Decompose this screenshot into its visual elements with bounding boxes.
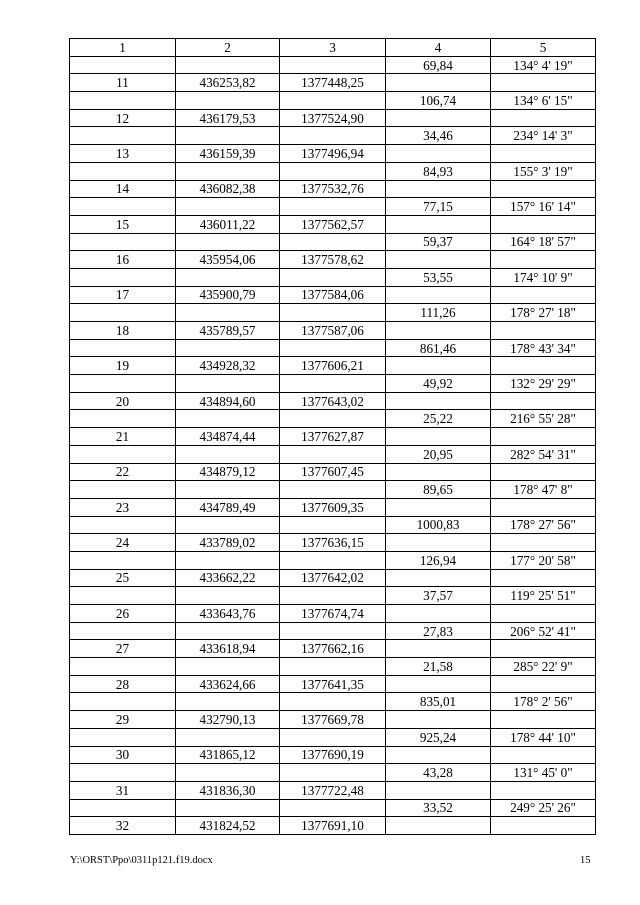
empty-cell <box>386 251 491 269</box>
empty-cell <box>386 817 491 835</box>
segment-length-cell: 925,24 <box>386 728 491 746</box>
segment-angle-cell: 282° 54' 31" <box>491 445 596 463</box>
empty-cell <box>176 693 280 711</box>
empty-cell <box>280 198 386 216</box>
empty-cell <box>176 92 280 110</box>
header-col-1: 1 <box>70 39 176 57</box>
empty-cell <box>70 728 176 746</box>
x-coordinate-cell: 433624,66 <box>176 675 280 693</box>
empty-cell <box>491 817 596 835</box>
empty-cell <box>386 357 491 375</box>
empty-cell <box>386 463 491 481</box>
segment-length-cell: 84,93 <box>386 162 491 180</box>
point-row <box>70 392 596 410</box>
empty-cell <box>70 56 176 74</box>
segment-length-cell: 111,26 <box>386 304 491 322</box>
segment-row <box>70 92 596 110</box>
empty-cell <box>280 551 386 569</box>
empty-cell <box>70 127 176 145</box>
empty-cell <box>280 92 386 110</box>
segment-angle-cell: 157° 16' 14" <box>491 198 596 216</box>
y-coordinate-cell: 1377587,06 <box>280 322 386 340</box>
point-number-cell: 17 <box>70 286 176 304</box>
empty-cell <box>176 410 280 428</box>
point-number-cell: 32 <box>70 817 176 835</box>
x-coordinate-cell: 434879,12 <box>176 463 280 481</box>
x-coordinate-cell: 435789,57 <box>176 322 280 340</box>
point-number-cell: 29 <box>70 711 176 729</box>
x-coordinate-cell: 432790,13 <box>176 711 280 729</box>
empty-cell <box>386 711 491 729</box>
empty-cell <box>491 357 596 375</box>
y-coordinate-cell: 1377496,94 <box>280 145 386 163</box>
segment-length-cell: 37,57 <box>386 587 491 605</box>
empty-cell <box>176 233 280 251</box>
x-coordinate-cell: 436159,39 <box>176 145 280 163</box>
empty-cell <box>386 109 491 127</box>
empty-cell <box>176 481 280 499</box>
segment-row <box>70 233 596 251</box>
x-coordinate-cell: 435954,06 <box>176 251 280 269</box>
segment-length-cell: 53,55 <box>386 268 491 286</box>
empty-cell <box>386 392 491 410</box>
x-coordinate-cell: 431865,12 <box>176 746 280 764</box>
segment-row <box>70 375 596 393</box>
point-row <box>70 817 596 835</box>
empty-cell <box>280 445 386 463</box>
header-col-2: 2 <box>176 39 280 57</box>
point-row <box>70 215 596 233</box>
segment-length-cell: 861,46 <box>386 339 491 357</box>
y-coordinate-cell: 1377627,87 <box>280 428 386 446</box>
empty-cell <box>176 516 280 534</box>
empty-cell <box>176 587 280 605</box>
segment-angle-cell: 178° 27' 18" <box>491 304 596 322</box>
empty-cell <box>386 428 491 446</box>
empty-cell <box>70 233 176 251</box>
empty-cell <box>176 268 280 286</box>
segment-angle-cell: 206° 52' 41" <box>491 622 596 640</box>
empty-cell <box>386 286 491 304</box>
segment-length-cell: 43,28 <box>386 764 491 782</box>
empty-cell <box>176 445 280 463</box>
segment-row <box>70 764 596 782</box>
empty-cell <box>280 622 386 640</box>
segment-angle-cell: 178° 43' 34" <box>491 339 596 357</box>
empty-cell <box>280 304 386 322</box>
empty-cell <box>491 109 596 127</box>
empty-cell <box>491 711 596 729</box>
empty-cell <box>176 764 280 782</box>
empty-cell <box>176 162 280 180</box>
segment-length-cell: 34,46 <box>386 127 491 145</box>
segment-angle-cell: 164° 18' 57" <box>491 233 596 251</box>
y-coordinate-cell: 1377722,48 <box>280 781 386 799</box>
segment-length-cell: 20,95 <box>386 445 491 463</box>
segment-length-cell: 59,37 <box>386 233 491 251</box>
empty-cell <box>70 658 176 676</box>
empty-cell <box>176 799 280 817</box>
empty-cell <box>176 339 280 357</box>
empty-cell <box>386 145 491 163</box>
point-row <box>70 145 596 163</box>
x-coordinate-cell: 433643,76 <box>176 605 280 623</box>
x-coordinate-cell: 431836,30 <box>176 781 280 799</box>
point-number-cell: 14 <box>70 180 176 198</box>
point-number-cell: 11 <box>70 74 176 92</box>
empty-cell <box>491 215 596 233</box>
point-row <box>70 605 596 623</box>
segment-row <box>70 516 596 534</box>
segment-length-cell: 25,22 <box>386 410 491 428</box>
y-coordinate-cell: 1377690,19 <box>280 746 386 764</box>
segment-angle-cell: 155° 3' 19" <box>491 162 596 180</box>
empty-cell <box>386 569 491 587</box>
empty-cell <box>176 375 280 393</box>
segment-angle-cell: 285° 22' 9" <box>491 658 596 676</box>
empty-cell <box>70 622 176 640</box>
empty-cell <box>70 410 176 428</box>
point-row <box>70 74 596 92</box>
x-coordinate-cell: 434789,49 <box>176 498 280 516</box>
empty-cell <box>386 74 491 92</box>
y-coordinate-cell: 1377643,02 <box>280 392 386 410</box>
empty-cell <box>386 322 491 340</box>
header-row <box>70 39 596 57</box>
empty-cell <box>280 728 386 746</box>
point-row <box>70 569 596 587</box>
segment-angle-cell: 178° 2' 56" <box>491 693 596 711</box>
empty-cell <box>280 375 386 393</box>
empty-cell <box>280 799 386 817</box>
point-row <box>70 640 596 658</box>
empty-cell <box>280 764 386 782</box>
y-coordinate-cell: 1377662,16 <box>280 640 386 658</box>
empty-cell <box>280 587 386 605</box>
segment-length-cell: 21,58 <box>386 658 491 676</box>
segment-row <box>70 339 596 357</box>
x-coordinate-cell: 436082,38 <box>176 180 280 198</box>
empty-cell <box>280 516 386 534</box>
point-number-cell: 21 <box>70 428 176 446</box>
y-coordinate-cell: 1377578,62 <box>280 251 386 269</box>
segment-length-cell: 69,84 <box>386 56 491 74</box>
empty-cell <box>491 145 596 163</box>
point-row <box>70 711 596 729</box>
point-number-cell: 24 <box>70 534 176 552</box>
empty-cell <box>280 233 386 251</box>
point-number-cell: 28 <box>70 675 176 693</box>
segment-angle-cell: 216° 55' 28" <box>491 410 596 428</box>
x-coordinate-cell: 434894,60 <box>176 392 280 410</box>
coordinates-table <box>69 38 596 835</box>
empty-cell <box>280 658 386 676</box>
empty-cell <box>70 304 176 322</box>
y-coordinate-cell: 1377691,10 <box>280 817 386 835</box>
empty-cell <box>70 339 176 357</box>
point-number-cell: 22 <box>70 463 176 481</box>
point-row <box>70 109 596 127</box>
empty-cell <box>280 268 386 286</box>
segment-length-cell: 77,15 <box>386 198 491 216</box>
empty-cell <box>491 251 596 269</box>
point-row <box>70 322 596 340</box>
empty-cell <box>70 516 176 534</box>
point-number-cell: 27 <box>70 640 176 658</box>
empty-cell <box>491 498 596 516</box>
segment-length-cell: 49,92 <box>386 375 491 393</box>
empty-cell <box>491 428 596 446</box>
empty-cell <box>176 551 280 569</box>
empty-cell <box>491 640 596 658</box>
segment-length-cell: 89,65 <box>386 481 491 499</box>
header-col-3: 3 <box>280 39 386 57</box>
empty-cell <box>386 534 491 552</box>
empty-cell <box>280 339 386 357</box>
empty-cell <box>176 728 280 746</box>
empty-cell <box>491 605 596 623</box>
y-coordinate-cell: 1377669,78 <box>280 711 386 729</box>
empty-cell <box>491 534 596 552</box>
segment-angle-cell: 177° 20' 58" <box>491 551 596 569</box>
x-coordinate-cell: 433662,22 <box>176 569 280 587</box>
empty-cell <box>70 198 176 216</box>
segment-angle-cell: 119° 25' 51" <box>491 587 596 605</box>
point-row <box>70 286 596 304</box>
segment-angle-cell: 134° 6' 15" <box>491 92 596 110</box>
empty-cell <box>386 605 491 623</box>
header-col-5: 5 <box>491 39 596 57</box>
empty-cell <box>491 675 596 693</box>
y-coordinate-cell: 1377532,76 <box>280 180 386 198</box>
segment-length-cell: 106,74 <box>386 92 491 110</box>
empty-cell <box>386 781 491 799</box>
footer-file-path: Y:\ORST\Ppo\0311p121.f19.docx <box>70 855 213 866</box>
empty-cell <box>70 799 176 817</box>
empty-cell <box>386 675 491 693</box>
point-row <box>70 781 596 799</box>
empty-cell <box>491 322 596 340</box>
segment-row <box>70 162 596 180</box>
point-number-cell: 30 <box>70 746 176 764</box>
segment-row <box>70 587 596 605</box>
segment-angle-cell: 131° 45' 0" <box>491 764 596 782</box>
point-number-cell: 20 <box>70 392 176 410</box>
empty-cell <box>70 693 176 711</box>
segment-row <box>70 304 596 322</box>
empty-cell <box>176 658 280 676</box>
y-coordinate-cell: 1377606,21 <box>280 357 386 375</box>
point-number-cell: 18 <box>70 322 176 340</box>
empty-cell <box>386 746 491 764</box>
point-number-cell: 23 <box>70 498 176 516</box>
empty-cell <box>280 481 386 499</box>
empty-cell <box>280 56 386 74</box>
point-row <box>70 180 596 198</box>
segment-length-cell: 27,83 <box>386 622 491 640</box>
x-coordinate-cell: 436011,22 <box>176 215 280 233</box>
point-number-cell: 12 <box>70 109 176 127</box>
x-coordinate-cell: 433618,94 <box>176 640 280 658</box>
empty-cell <box>280 162 386 180</box>
point-row <box>70 675 596 693</box>
segment-length-cell: 1000,83 <box>386 516 491 534</box>
point-number-cell: 26 <box>70 605 176 623</box>
segment-row <box>70 622 596 640</box>
empty-cell <box>491 180 596 198</box>
empty-cell <box>176 127 280 145</box>
y-coordinate-cell: 1377448,25 <box>280 74 386 92</box>
empty-cell <box>491 781 596 799</box>
empty-cell <box>70 551 176 569</box>
empty-cell <box>280 127 386 145</box>
segment-row <box>70 127 596 145</box>
segment-length-cell: 835,01 <box>386 693 491 711</box>
empty-cell <box>280 693 386 711</box>
empty-cell <box>70 445 176 463</box>
segment-length-cell: 33,52 <box>386 799 491 817</box>
point-row <box>70 746 596 764</box>
y-coordinate-cell: 1377524,90 <box>280 109 386 127</box>
empty-cell <box>386 180 491 198</box>
empty-cell <box>176 198 280 216</box>
empty-cell <box>386 640 491 658</box>
x-coordinate-cell: 434874,44 <box>176 428 280 446</box>
point-row <box>70 463 596 481</box>
empty-cell <box>386 498 491 516</box>
point-row <box>70 498 596 516</box>
segment-row <box>70 445 596 463</box>
x-coordinate-cell: 435900,79 <box>176 286 280 304</box>
empty-cell <box>70 587 176 605</box>
segment-row <box>70 198 596 216</box>
segment-row <box>70 693 596 711</box>
segment-angle-cell: 178° 47' 8" <box>491 481 596 499</box>
empty-cell <box>491 286 596 304</box>
point-number-cell: 31 <box>70 781 176 799</box>
segment-row <box>70 56 596 74</box>
empty-cell <box>70 92 176 110</box>
footer-page-number: 15 <box>580 855 591 866</box>
segment-row <box>70 410 596 428</box>
header-col-4: 4 <box>386 39 491 57</box>
x-coordinate-cell: 436179,53 <box>176 109 280 127</box>
segment-row <box>70 268 596 286</box>
empty-cell <box>280 410 386 428</box>
point-row <box>70 534 596 552</box>
empty-cell <box>491 569 596 587</box>
empty-cell <box>70 268 176 286</box>
segment-angle-cell: 178° 27' 56" <box>491 516 596 534</box>
segment-row <box>70 481 596 499</box>
segment-row <box>70 658 596 676</box>
point-number-cell: 15 <box>70 215 176 233</box>
segment-angle-cell: 174° 10' 9" <box>491 268 596 286</box>
empty-cell <box>70 481 176 499</box>
empty-cell <box>176 56 280 74</box>
empty-cell <box>491 392 596 410</box>
empty-cell <box>70 764 176 782</box>
empty-cell <box>386 215 491 233</box>
y-coordinate-cell: 1377642,02 <box>280 569 386 587</box>
empty-cell <box>176 622 280 640</box>
segment-angle-cell: 249° 25' 26" <box>491 799 596 817</box>
x-coordinate-cell: 436253,82 <box>176 74 280 92</box>
empty-cell <box>70 375 176 393</box>
empty-cell <box>176 304 280 322</box>
segment-row <box>70 728 596 746</box>
empty-cell <box>491 74 596 92</box>
empty-cell <box>70 162 176 180</box>
empty-cell <box>491 463 596 481</box>
segment-length-cell: 126,94 <box>386 551 491 569</box>
y-coordinate-cell: 1377636,15 <box>280 534 386 552</box>
x-coordinate-cell: 434928,32 <box>176 357 280 375</box>
point-number-cell: 19 <box>70 357 176 375</box>
segment-angle-cell: 178° 44' 10" <box>491 728 596 746</box>
empty-cell <box>491 746 596 764</box>
point-number-cell: 25 <box>70 569 176 587</box>
point-row <box>70 428 596 446</box>
point-row <box>70 357 596 375</box>
x-coordinate-cell: 431824,52 <box>176 817 280 835</box>
point-number-cell: 16 <box>70 251 176 269</box>
segment-row <box>70 551 596 569</box>
x-coordinate-cell: 433789,02 <box>176 534 280 552</box>
table-body <box>70 56 596 834</box>
segment-angle-cell: 234° 14' 3" <box>491 127 596 145</box>
segment-row <box>70 799 596 817</box>
point-row <box>70 251 596 269</box>
point-number-cell: 13 <box>70 145 176 163</box>
y-coordinate-cell: 1377641,35 <box>280 675 386 693</box>
y-coordinate-cell: 1377562,57 <box>280 215 386 233</box>
y-coordinate-cell: 1377584,06 <box>280 286 386 304</box>
segment-angle-cell: 134° 4' 19" <box>491 56 596 74</box>
segment-angle-cell: 132° 29' 29" <box>491 375 596 393</box>
y-coordinate-cell: 1377609,35 <box>280 498 386 516</box>
y-coordinate-cell: 1377674,74 <box>280 605 386 623</box>
y-coordinate-cell: 1377607,45 <box>280 463 386 481</box>
